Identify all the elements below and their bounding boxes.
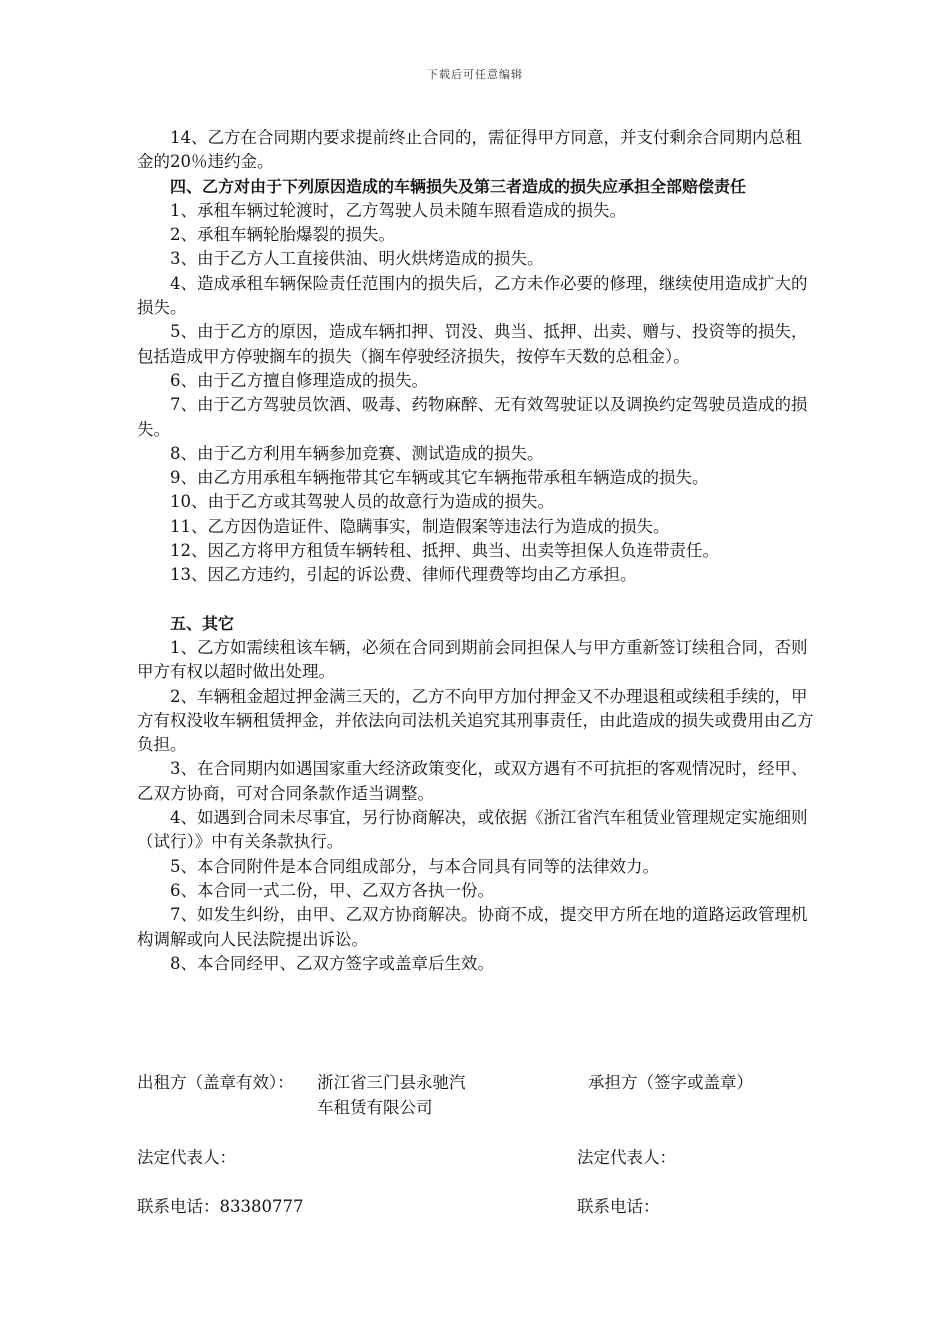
lessee-label: 承担方（签字或盖章）	[588, 1073, 753, 1092]
clause-4-1: 1、承租车辆过轮渡时，乙方驾驶人员未随车照看造成的损失。	[170, 200, 626, 220]
lessor-name-line2: 车租赁有限公司	[317, 1098, 433, 1117]
clause-5-3: 3、在合同期内如遇国家重大经济政策变化，或双方遇有不可抗拒的客观情况时，经甲、乙双方协商，可对合同条款作适当调整。	[137, 759, 808, 803]
clause-4-8: 8、由于乙方利用车辆参加竞赛、测试造成的损失。	[170, 443, 544, 463]
section-4-heading: 四、乙方对由于下列原因造成的车辆损失及第三者造成的损失应承担全部赔偿责任	[170, 176, 747, 196]
clause-5-7: 7、如发生纠纷，由甲、乙双方协商解决。协商不成，提交甲方所在地的道路运政管理机构调解或向人民法院提出诉讼。	[137, 905, 808, 949]
clause-5-8: 8、本合同经甲、乙双方签字或盖章后生效。	[170, 953, 494, 973]
clause-4-6: 6、由于乙方擅自修理造成的损失。	[170, 370, 428, 390]
clause-4-9: 9、由乙方用承租车辆拖带其它车辆或其它车辆拖带承租车辆造成的损失。	[170, 468, 709, 488]
clause-4-12: 12、因乙方将甲方租赁车辆转租、抵押、典当、出卖等担保人负连带责任。	[170, 541, 719, 561]
section-5-heading: 五、其它	[170, 613, 235, 633]
clause-4-3: 3、由于乙方人工直接供油、明火烘烤造成的损失。	[170, 249, 544, 269]
clause-4-11: 11、乙方因伪造证件、隐瞒事实，制造假案等违法行为造成的损失。	[170, 516, 670, 536]
clause-4-5: 5、由于乙方的原因，造成车辆扣押、罚没、典当、抵押、出卖、赠与、投资等的损失，包括造成甲方停驶搁车的损失（搁车停驶经济损失，按停车天数的总租金）。	[137, 322, 808, 366]
clause-4-10: 10、由于乙方或其驾驶人员的故意行为造成的损失。	[170, 492, 554, 512]
clause-3-14: 14、乙方在合同期内要求提前终止合同的，需征得甲方同意，并支付剩余合同期内总租金的20％违约金。	[137, 128, 802, 172]
lessor-label: 出租方（盖章有效）：	[137, 1073, 294, 1092]
page-header: 下载后可任意编辑	[427, 68, 523, 81]
lessor-name-line1: 浙江省三门县永驰汽	[317, 1073, 466, 1092]
clause-4-4: 4、造成承租车辆保险责任范围内的损失后，乙方未作必要的修理，继续使用造成扩大的损失。	[137, 273, 808, 318]
clause-5-5: 5、本合同附件是本合同组成部分，与本合同具有同等的法律效力。	[170, 856, 659, 876]
phone-right: 联系电话：	[577, 1197, 660, 1216]
clause-4-2: 2、承租车辆轮胎爆裂的损失。	[170, 225, 395, 245]
clause-5-2: 2、车辆租金超过押金满三天的，乙方不向甲方加付押金又不办理退租或续租手续的，甲方有权没收车辆租赁押金，并依法向司法机关追究其刑事责任，由此造成的损失或费用由乙方负担。	[137, 686, 814, 755]
clause-5-6: 6、本合同一式二份，甲、乙双方各执一份。	[170, 880, 494, 900]
legal-rep-right: 法定代表人：	[577, 1148, 676, 1167]
clause-5-1: 1、乙方如需续租该车辆，必须在合同到期前会同担保人与甲方重新签订续租合同，否则甲方有权以超时做出处理。	[137, 637, 808, 682]
clause-5-4: 4、如遇到合同未尽事宜，另行协商解决，或依据《浙江省汽车租赁业管理规定实施细则（试行）》中有关条款执行。	[137, 808, 808, 852]
legal-rep-left: 法定代表人：	[137, 1148, 236, 1167]
clause-4-7: 7、由于乙方驾驶员饮酒、吸毒、药物麻醉、无有效驾驶证以及调换约定驾驶员造成的损失。	[137, 395, 808, 439]
phone-left: 联系电话：83380777	[137, 1197, 304, 1216]
clause-4-13: 13、因乙方违约，引起的诉讼费、律师代理费等均由乙方承担。	[170, 565, 637, 585]
contract-body	[137, 126, 817, 976]
